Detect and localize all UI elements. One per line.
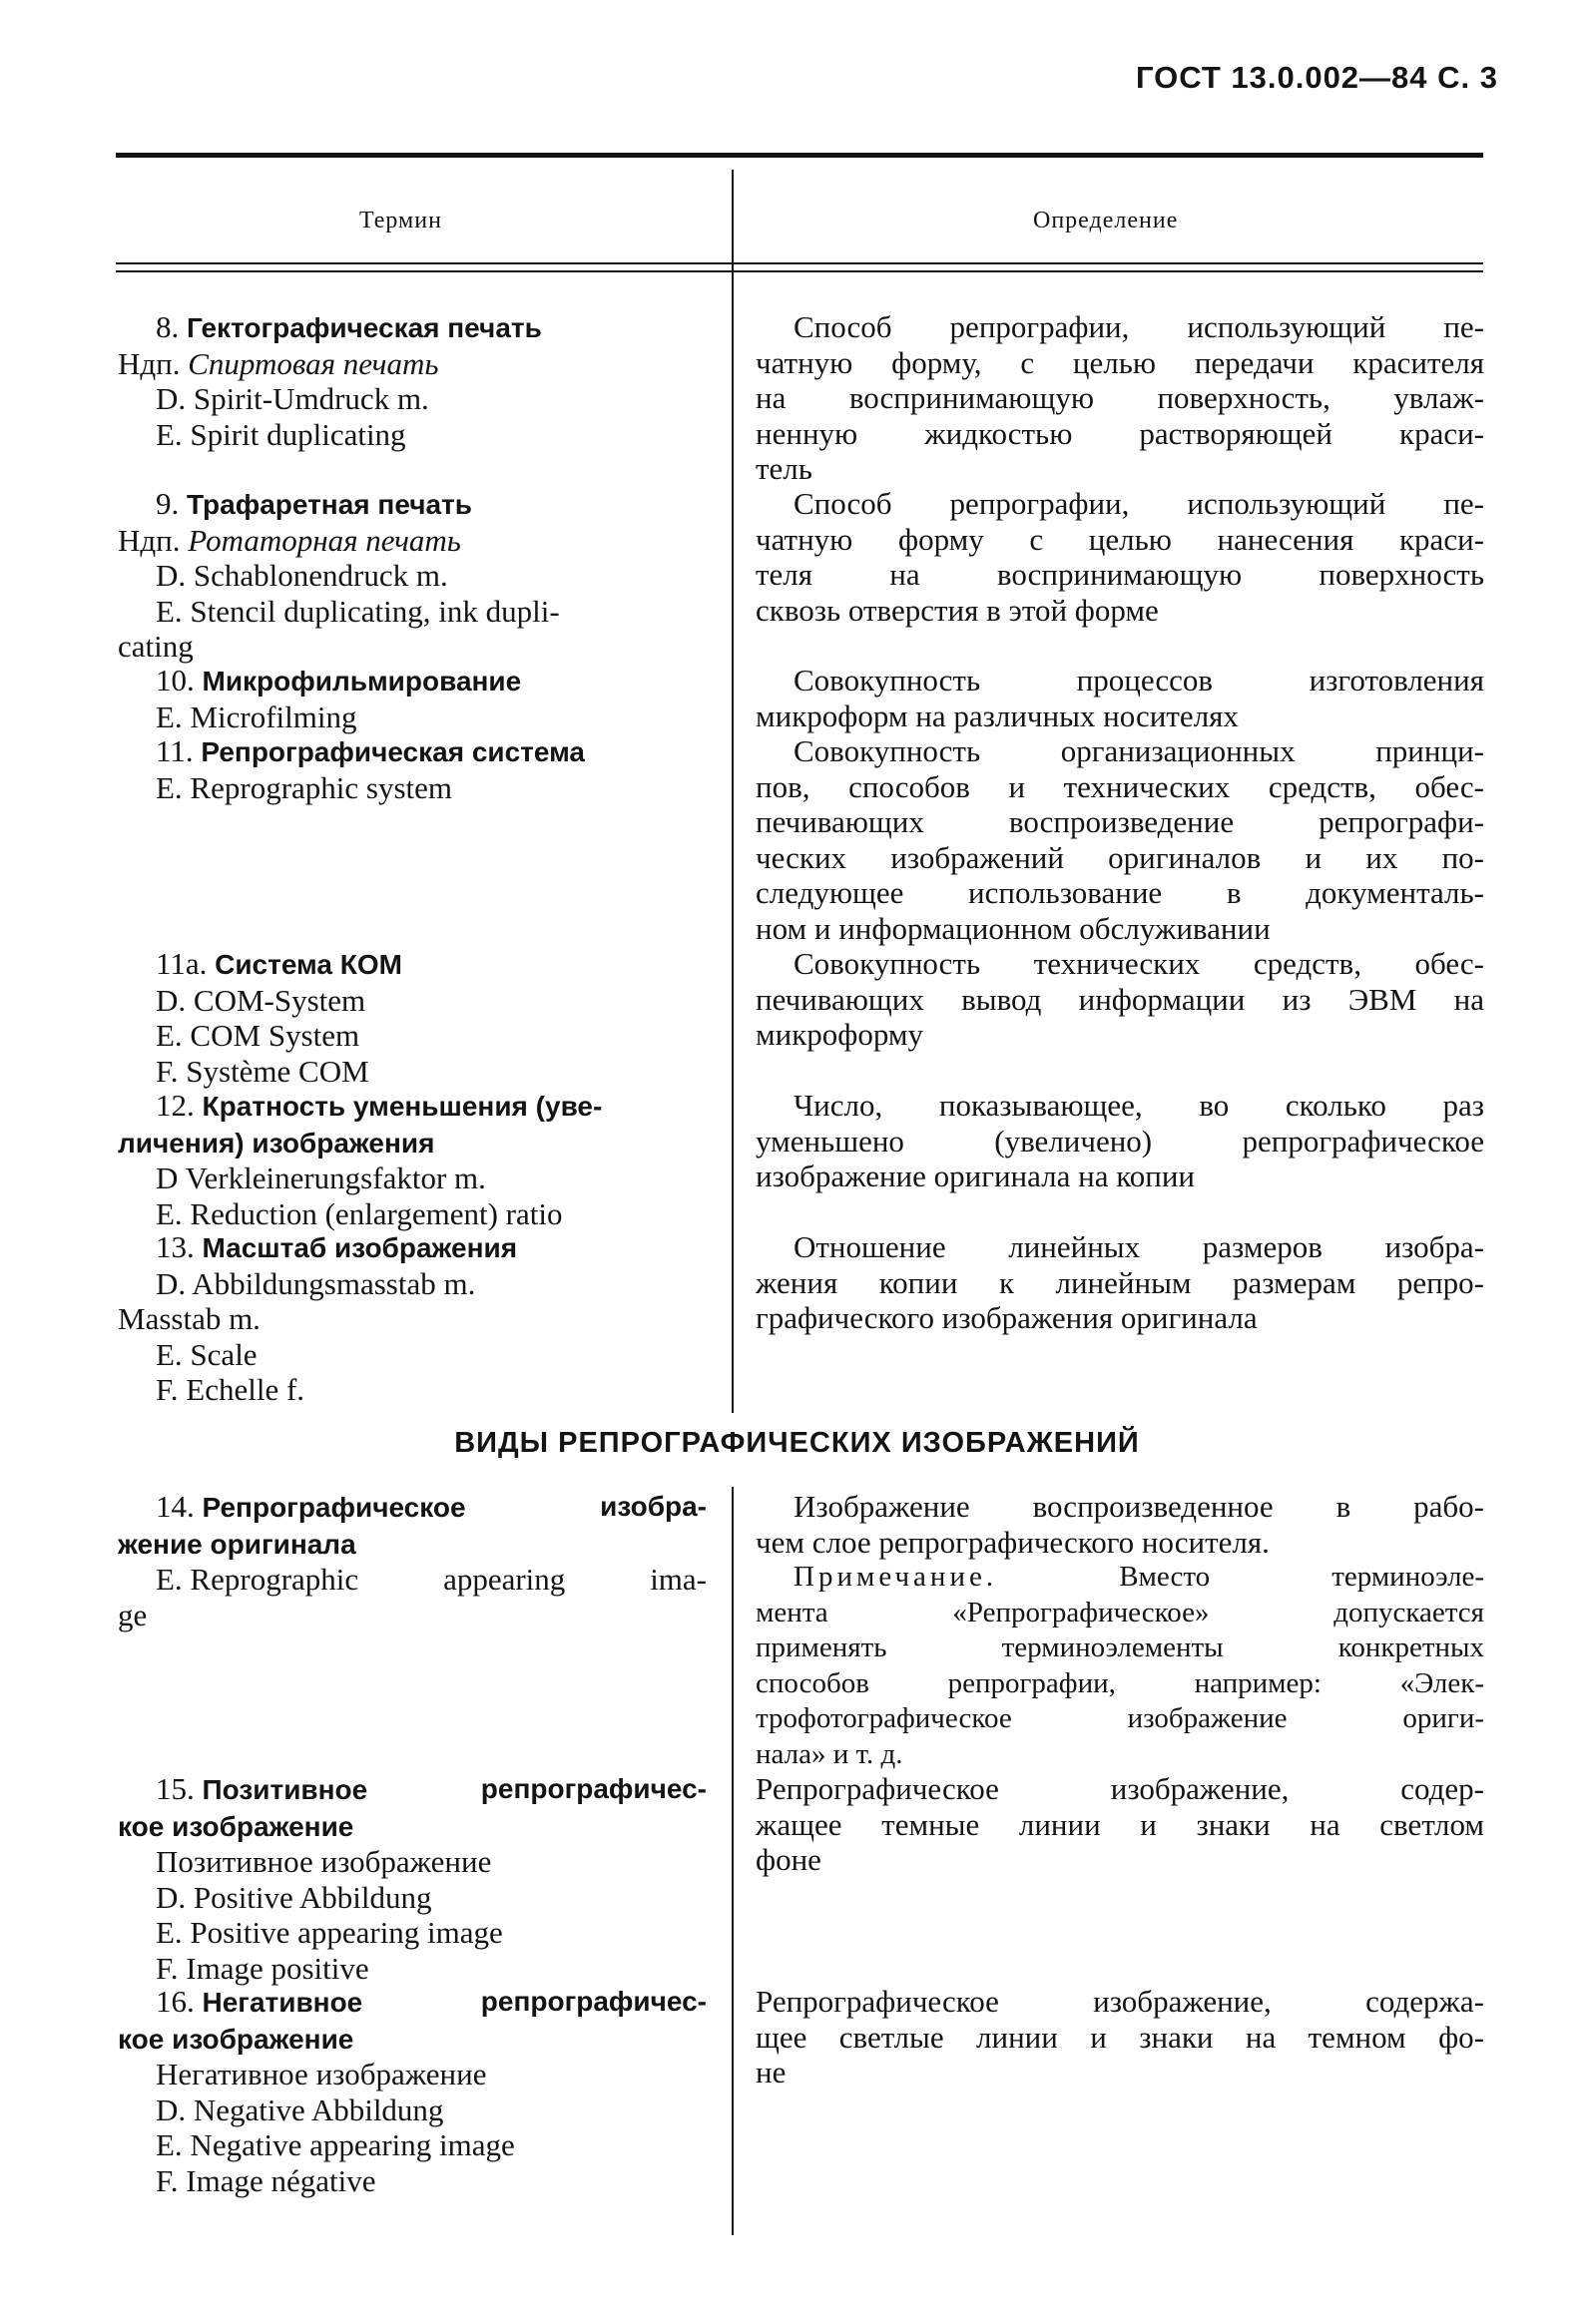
term-number: 13. [156, 1229, 195, 1264]
definition-line: уменьшено (увеличено) репрографическое [756, 1123, 1484, 1159]
term-entry-9 [118, 486, 707, 665]
ndp-term: Ротаторная печать [188, 522, 461, 558]
term-entry-8 [118, 309, 707, 452]
term-number: 9. [156, 486, 180, 521]
page-header: ГОСТ 13.0.002—84 С. 3 [1135, 60, 1498, 95]
term-german: D. Negative Abbildung [156, 2092, 444, 2127]
column-header-definition: Определение [1033, 208, 1179, 233]
definition-line: жащее темные линии и знаки на светлом [756, 1806, 1484, 1842]
definition-12 [756, 1088, 1484, 1194]
definition-line: Отношение линейных размеров изобра- [794, 1229, 1484, 1264]
term-french: F. Image négative [156, 2162, 376, 2198]
definition-line: Число, показывающее, во сколько раз [794, 1088, 1484, 1123]
term-english-cont: cating [118, 629, 194, 664]
term-english-cont: ge [118, 1597, 148, 1632]
definition-line: ном и информационном обслуживании [756, 910, 1271, 946]
definition-16 [756, 1984, 1484, 2091]
note-line: Вместо терминоэле- [1119, 1561, 1484, 1593]
definition-8 [756, 309, 1484, 487]
definition-line: следующее использование в документаль- [756, 875, 1484, 910]
term-english-part: appearing [443, 1562, 566, 1597]
note-line: способов репрографии, например: «Элек- [756, 1666, 1484, 1699]
note-line: нала» и т. д. [756, 1737, 903, 1770]
term-german: D. Abbildungsmasstab m. [156, 1265, 476, 1301]
term-english: E. COM System [156, 1018, 360, 1053]
note-first-line [756, 1560, 1484, 1596]
definition-line: чатную форму, с целью передачи красителя [756, 344, 1484, 380]
definition-line: пов, способов и технических средств, обес- [756, 768, 1484, 804]
term-synonym: Позитивное изображение [156, 1844, 492, 1879]
term-name: Система КОМ [215, 949, 402, 980]
term-number: 11. [156, 733, 194, 768]
section-title: ВИДЫ РЕПРОГРАФИЧЕСКИХ ИЗОБРАЖЕНИЙ [454, 1427, 1140, 1459]
term-name-cont: жение оригинала [118, 1528, 356, 1560]
term-german: D Verkleinerungsfaktor m. [156, 1161, 486, 1195]
definition-11a [756, 946, 1484, 1053]
definition-line: щее светлые линии и знаки на темном фо- [756, 2019, 1484, 2055]
term-number: 11а. [156, 946, 208, 981]
definition-line: тель [756, 451, 812, 486]
column-header-terms: Термин [359, 208, 442, 233]
definition-line: микроформ на различных носителях [756, 697, 1239, 733]
term-number: 8. [156, 309, 180, 344]
definition-line: теля на воспринимающую поверхность [756, 557, 1484, 592]
term-name-cont: кое изображение [118, 1810, 354, 1842]
definition-line: Совокупность организационных принци- [794, 733, 1484, 768]
term-synonym: Негативное изображение [156, 2057, 487, 2092]
column-divider-section-2 [732, 1487, 734, 2235]
term-name: Позитивное [202, 1774, 368, 1805]
term-name: Микрофильмирование [202, 666, 522, 697]
definition-line: печивающих воспроизведение репрографи- [756, 804, 1484, 839]
term-english: E. Stencil duplicating, ink dupli- [156, 593, 560, 629]
term-entry-11 [118, 733, 707, 805]
term-name-cont: личения) изображения [118, 1127, 435, 1159]
ndp-term: Спиртовая печать [188, 345, 439, 381]
note-line: трофотографическое изображение ориги- [756, 1702, 1484, 1734]
term-name: Гектографическая печать [187, 312, 542, 343]
definition-line: графического изображения оригинала [756, 1300, 1258, 1335]
definition-10 [756, 663, 1484, 733]
ndp-label: Ндп. [118, 522, 181, 558]
header-rule-lower [116, 270, 1483, 272]
term-english: E. Reprographic system [156, 769, 453, 805]
definition-line: чатную форму с целью нанесения краси- [756, 521, 1484, 557]
term-english: E. Spirit duplicating [156, 416, 406, 452]
term-english: E. Microfilming [156, 698, 357, 734]
column-divider [732, 170, 734, 1413]
term-entry-12 [118, 1088, 707, 1231]
header-rule-upper [116, 262, 1483, 264]
note-line: применять терминоэлементы конкретных [756, 1631, 1484, 1663]
note-label: Примечание. [794, 1561, 998, 1593]
term-french: F. Image positive [156, 1950, 369, 1986]
note-line: мента «Репрографическое» допускается [756, 1596, 1484, 1628]
definition-line: не [756, 2055, 787, 2090]
term-name-part: репрографичес- [480, 1773, 707, 1804]
term-entry-14 [118, 1489, 707, 1632]
term-number: 10. [156, 663, 195, 697]
term-german: D. COM-System [156, 982, 366, 1018]
definition-line: сквозь отверстия в этой форме [756, 592, 1159, 628]
term-name: Масштаб изображения [202, 1232, 518, 1263]
ndp-label: Ндп. [118, 345, 181, 381]
term-entry-16 [118, 1984, 707, 2198]
definition-line: Способ репрографии, использующий пе- [794, 486, 1484, 521]
definition-14 [756, 1489, 1484, 1772]
definition-line: фоне [756, 1842, 821, 1877]
definition-9 [756, 486, 1484, 628]
term-german: D. Positive Abbildung [156, 1879, 432, 1915]
term-name: Репрографическая система [201, 736, 586, 767]
term-entry-10 [118, 663, 707, 734]
definition-line: на воспринимающую поверхность, увлаж- [756, 380, 1484, 415]
term-name: Негативное [202, 1987, 363, 2018]
term-name: Трафаретная печать [187, 489, 472, 520]
definition-line: Репрографическое изображение, содер- [756, 1771, 1484, 1806]
term-name-part: репрографичес- [480, 1986, 707, 2017]
term-english: E. Scale [156, 1336, 258, 1372]
term-name: Кратность уменьшения (уве- [202, 1091, 603, 1122]
term-name: Репрографическое [202, 1492, 466, 1523]
term-french: F. Echelle f. [156, 1372, 305, 1407]
definition-15 [756, 1771, 1484, 1878]
term-entry-15 [118, 1771, 707, 1986]
definition-line: микроформу [756, 1017, 924, 1052]
term-number: 12. [156, 1088, 195, 1123]
definition-line: Репрографическое изображение, содержа- [756, 1984, 1484, 2019]
term-german: D. Spirit-Umdruck m. [156, 381, 429, 416]
term-entry-11a [118, 946, 707, 1089]
term-english: E. Reprographic [156, 1562, 359, 1597]
term-german: D. Schablonendruck m. [156, 558, 448, 593]
definition-11 [756, 733, 1484, 946]
term-french: F. Système COM [156, 1053, 369, 1089]
term-english: E. Negative appearing image [156, 2127, 515, 2162]
definition-line: ческих изображений оригиналов и их по- [756, 839, 1484, 875]
term-number: 16. [156, 1984, 195, 2019]
term-english: E. Reduction (enlargement) ratio [156, 1195, 563, 1231]
definition-line: жения копии к линейным размерам репро- [756, 1264, 1484, 1300]
term-name-part: изобра- [600, 1491, 707, 1522]
table-top-rule [116, 153, 1483, 158]
definition-line: Способ репрографии, использующий пе- [794, 309, 1484, 344]
term-english: E. Positive appearing image [156, 1915, 503, 1950]
term-german-cont: Masstab m. [118, 1301, 261, 1336]
definition-line: Изображение воспроизведенное в рабо- [794, 1489, 1484, 1524]
term-number: 15. [156, 1771, 195, 1806]
definition-line: ненную жидкостью растворяющей краси- [756, 415, 1484, 451]
definition-line: печивающих вывод информации из ЭВМ на [756, 981, 1484, 1017]
definition-line: Совокупность процессов изготовления [794, 663, 1484, 697]
term-english-part: ima- [650, 1562, 707, 1597]
definition-line: чем слое репрографического носителя. [756, 1524, 1270, 1560]
definition-line: изображение оригинала на копии [756, 1159, 1195, 1193]
term-name-cont: кое изображение [118, 2023, 354, 2055]
definition-line: Совокупность технических средств, обес- [794, 946, 1484, 981]
term-number: 14. [156, 1489, 195, 1524]
definition-13 [756, 1229, 1484, 1336]
term-entry-13 [118, 1229, 707, 1408]
